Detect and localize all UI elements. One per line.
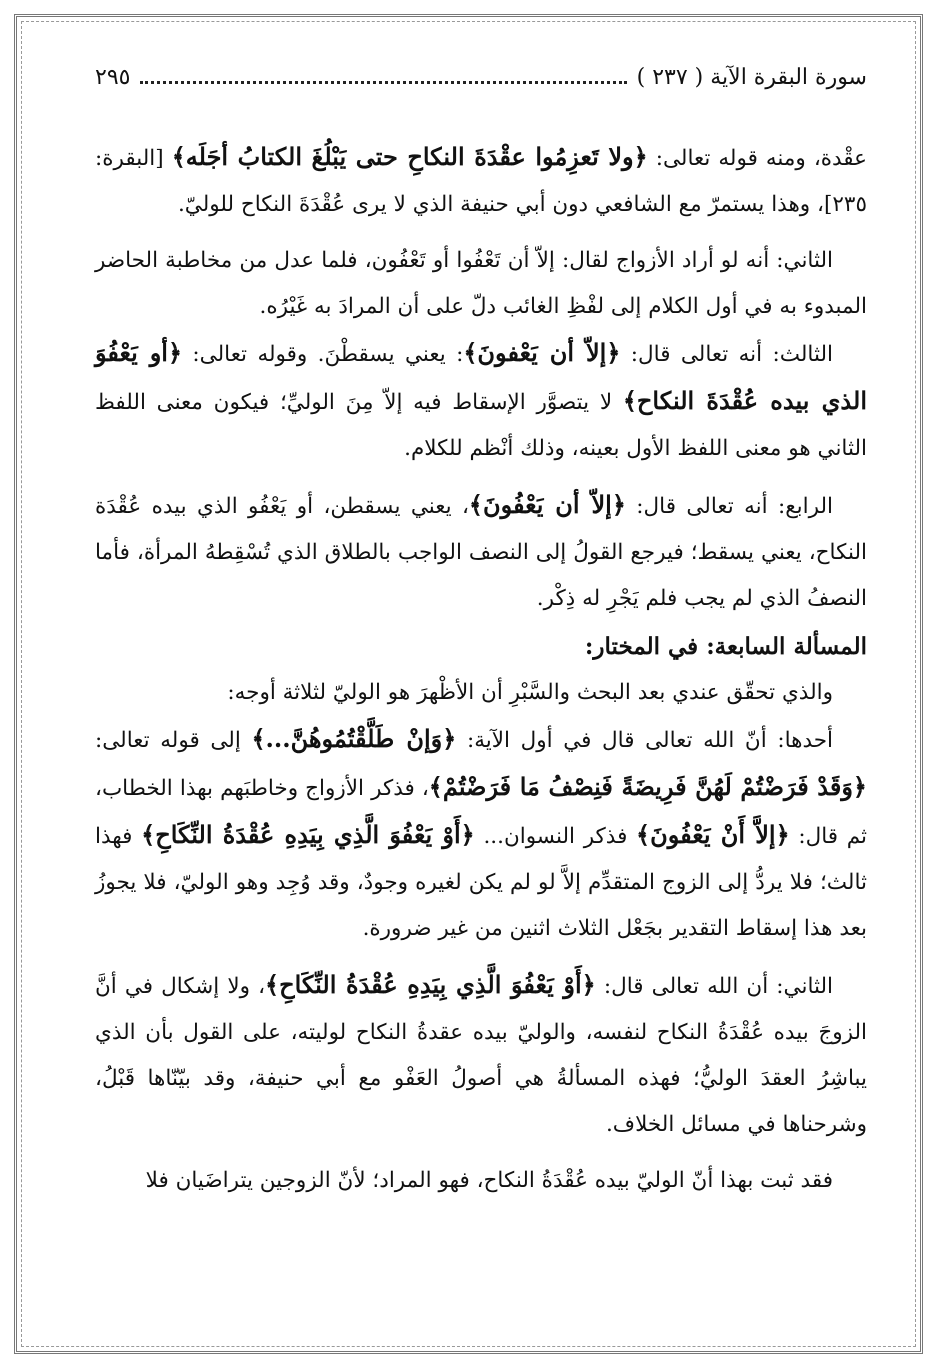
paragraph-4 xyxy=(95,482,867,622)
text-run: إلى قوله تعالى: xyxy=(95,728,252,753)
paragraph-3 xyxy=(95,330,867,472)
quran-quote: ﴿وَإنْ طَلَّقْتُمُوهُنَّ...﴾ xyxy=(251,724,457,753)
text-run: فهذا ثالث؛ فلا يردُّ إلى الزوج المتقدِّم إلاَّ لو لم يكن لغيره وجودٌ، وقد وُجِد وهو الوليّ، فلا يجوزُ بعد هذا إسقاط التقدير بجَعْل الثلاث اثنين من غير ضرورة. xyxy=(95,824,867,941)
text-run: الثاني: أنه لو أراد الأزواج لقال: إلاّ أن تَعْفُوا أو تَعْفُون، فلما عدل من مخاطبة الحاضر المبدوء به في أول الكلام إلى لفْظِ الغائب دلّ على أن المرادَ به غَيْرُه. xyxy=(95,248,867,319)
text-run: فقد ثبت بهذا أنّ الوليّ بيده عُقْدَةُ النكاح، فهو المراد؛ لأنّ الزوجين يتراضَيان فلا xyxy=(145,1168,833,1193)
quran-quote: ﴿إلاّ أن يَعْفُونَ﴾ xyxy=(468,490,626,519)
paragraph-6 xyxy=(95,716,867,952)
quran-quote: ﴿أو يَعْفُوَ الذي بيده عُقْدَةَ النكاح﴾ xyxy=(95,338,868,415)
text-run: ، ولا إشكال في أنَّ الزوجَ بيده عُقْدَةُ النكاح لنفسه، والوليّ بيده عقدةُ النكاح لوليته، على القول بأن الذي يباشِرُ العقدَ الوليُّ؛ فهذه المسألةُ هي أصولُ العَفْو مع أبي حنيفة، وقد بيّنّاها قَبْلُ، وشرحناها في مسائل الخلاف. xyxy=(95,974,867,1137)
text-run: : يعني يسقطْنَ. وقوله تعالى: xyxy=(182,342,464,367)
paragraph-1 xyxy=(95,134,867,228)
text-run: لا يتصوَّر الإسقاط فيه إلاّ مِنَ الوليِّ؛ فيكون معنى اللفظ الثاني هو معنى اللفظ الأول بعينه، وذلك أنْظم للكلام. xyxy=(95,390,867,461)
quran-quote: ﴿أَوْ يَعْفُوَ الَّذِي بِيَدِهِ عُقْدَةُ النِّكَاحِ﴾ xyxy=(141,820,475,849)
quran-quote: ﴿وَقَدْ فَرَضْتُمْ لَهُنَّ فَرِيضَةً فَنِصْفُ مَا فَرَضْتُمْ﴾ xyxy=(428,772,867,801)
quran-quote: ﴿إلاَّ أَنْ يَعْفُونَ﴾ xyxy=(636,820,790,849)
text-run: أحدها: أنّ الله تعالى قال في أول الآية: xyxy=(456,728,834,753)
running-header xyxy=(95,62,867,94)
text-run: [البقرة: ٢٣٥]، وهذا يستمرّ مع الشافعي دون أبي حنيفة الذي لا يرى عُقْدَةَ النكاح للوليّ. xyxy=(95,146,867,217)
quran-quote: ﴿أَوْ يَعْفُوَ الَّذِي بِيَدِهِ عُقْدَةُ النِّكَاحِ﴾ xyxy=(265,970,596,999)
text-run: ، فذكر الأزواج وخاطبَهم بهذا الخطاب، ثم قال: xyxy=(95,776,868,849)
quran-quote: ﴿إلاّ أن يَعْفونَ﴾ xyxy=(463,338,621,367)
text-run: الثالث: أنه تعالى قال: xyxy=(620,342,833,367)
text-run: عقْدة، ومنه قوله تعالى: xyxy=(647,146,868,171)
text-run: ، يعني يسقطن، أو يَعْفُو الذي بيده عُقْدَة النكاح، يعني يسقط؛ فيرجع القولُ إلى النصف الواجب بالطلاق الذي تُسْقِطهُ المرأة، فأما النصفُ الذي لم يجب فلم يَجْرِ له ذِكْر. xyxy=(95,494,867,611)
text-run: والذي تحقّق عندي بعد البحث والسَّبْرِ أن الأظْهرَ هو الوليّ لثلاثة أوجه: xyxy=(227,680,833,705)
text-run: فذكر النسوان... xyxy=(474,824,637,849)
text-run: الثاني: أن الله تعالى قال: xyxy=(595,974,834,999)
header-dot-leader xyxy=(140,67,626,84)
paragraph-2 xyxy=(95,238,867,330)
paragraph-5 xyxy=(95,670,867,716)
paragraph-8 xyxy=(95,1158,867,1204)
document-page xyxy=(95,62,867,1342)
quran-quote: ﴿ولا تَعزِمُوا عقْدَةَ النكاحِ حتى يَبْلُغَ الكتابُ أجَلَه﴾ xyxy=(171,142,648,171)
section-heading: المسألة السابعة: في المختار: xyxy=(584,633,867,660)
text-run: الرابع: أنه تعالى قال: xyxy=(625,494,834,519)
header-title: سورة البقرة الآية ( ٢٣٧ ) xyxy=(636,65,867,90)
paragraph-7 xyxy=(95,962,867,1148)
page-number: ٢٩٥ xyxy=(95,65,131,90)
